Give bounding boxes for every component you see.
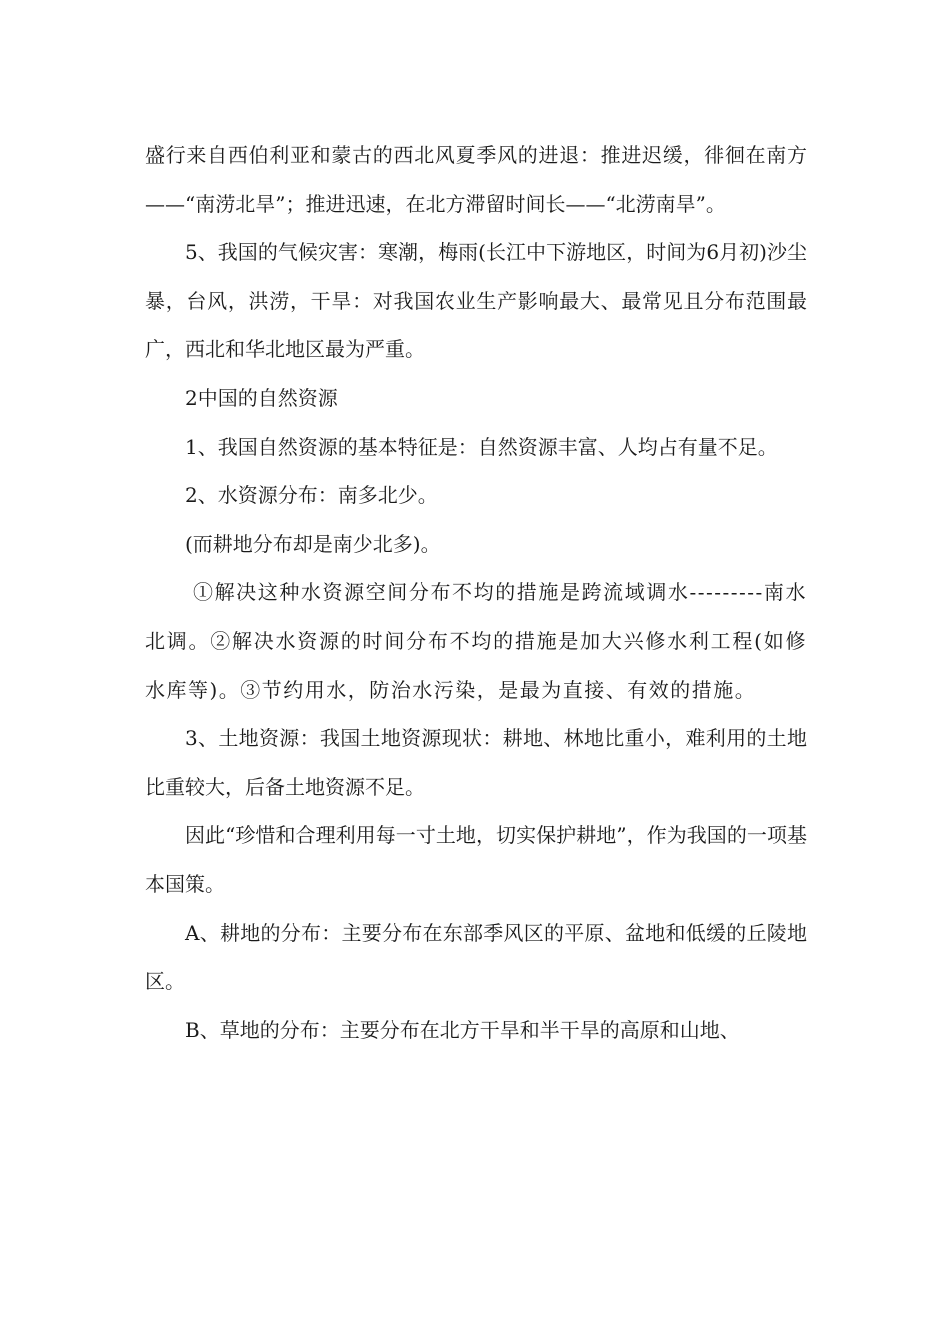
paragraph-water-distribution: 2、水资源分布：南多北少。 — [185, 483, 438, 508]
paragraph-climate-disasters: 5、我国的气候灾害：寒潮，梅雨(长江中下游地区，时间为6月初)沙尘暴，台风，洪涝，干旱：对我国农业生产影响最大、最常见且分布范围最广，西北和华北地区最为严重。 — [145, 240, 807, 362]
document-page — [145, 131, 807, 1054]
paragraph-grassland-distribution: B、草地的分布：主要分布在北方干旱和半干旱的高原和山地、 — [185, 1017, 740, 1042]
paragraph-resource-features: 1、我国自然资源的基本特征是：自然资源丰富、人均占有量不足。 — [185, 434, 778, 459]
paragraph-farmland-distribution: A、耕地的分布：主要分布在东部季风区的平原、盆地和低缓的丘陵地区。 — [145, 920, 807, 994]
paragraph-national-policy: 因此“珍惜和合理利用每一寸土地，切实保护耕地”，作为我国的一项基本国策。 — [145, 823, 807, 896]
paragraph-farmland-note: (而耕地分布却是南少北多)。 — [185, 531, 441, 556]
paragraph-monsoon-advance: 盛行来自西伯利亚和蒙古的西北风夏季风的进退：推进迟缓，徘徊在南方——“南涝北旱”；推进迅速，在北方滞留时间长——“北涝南旱”。 — [145, 143, 807, 216]
paragraph-land-resources: 3、土地资源：我国土地资源现状：耕地、林地比重小，难利用的土地比重较大，后备土地资源不足。 — [145, 726, 807, 799]
section-heading-natural-resources: 2中国的自然资源 — [185, 385, 338, 410]
paragraph-water-measures: ①解决这种水资源空间分布不均的措施是跨流域调水---------南水北调。②解决水资源的时间分布不均的措施是加大兴修水利工程(如修水库等)。③节约用水，防治水污染，是最为直接、有效的措施。 — [145, 580, 807, 702]
